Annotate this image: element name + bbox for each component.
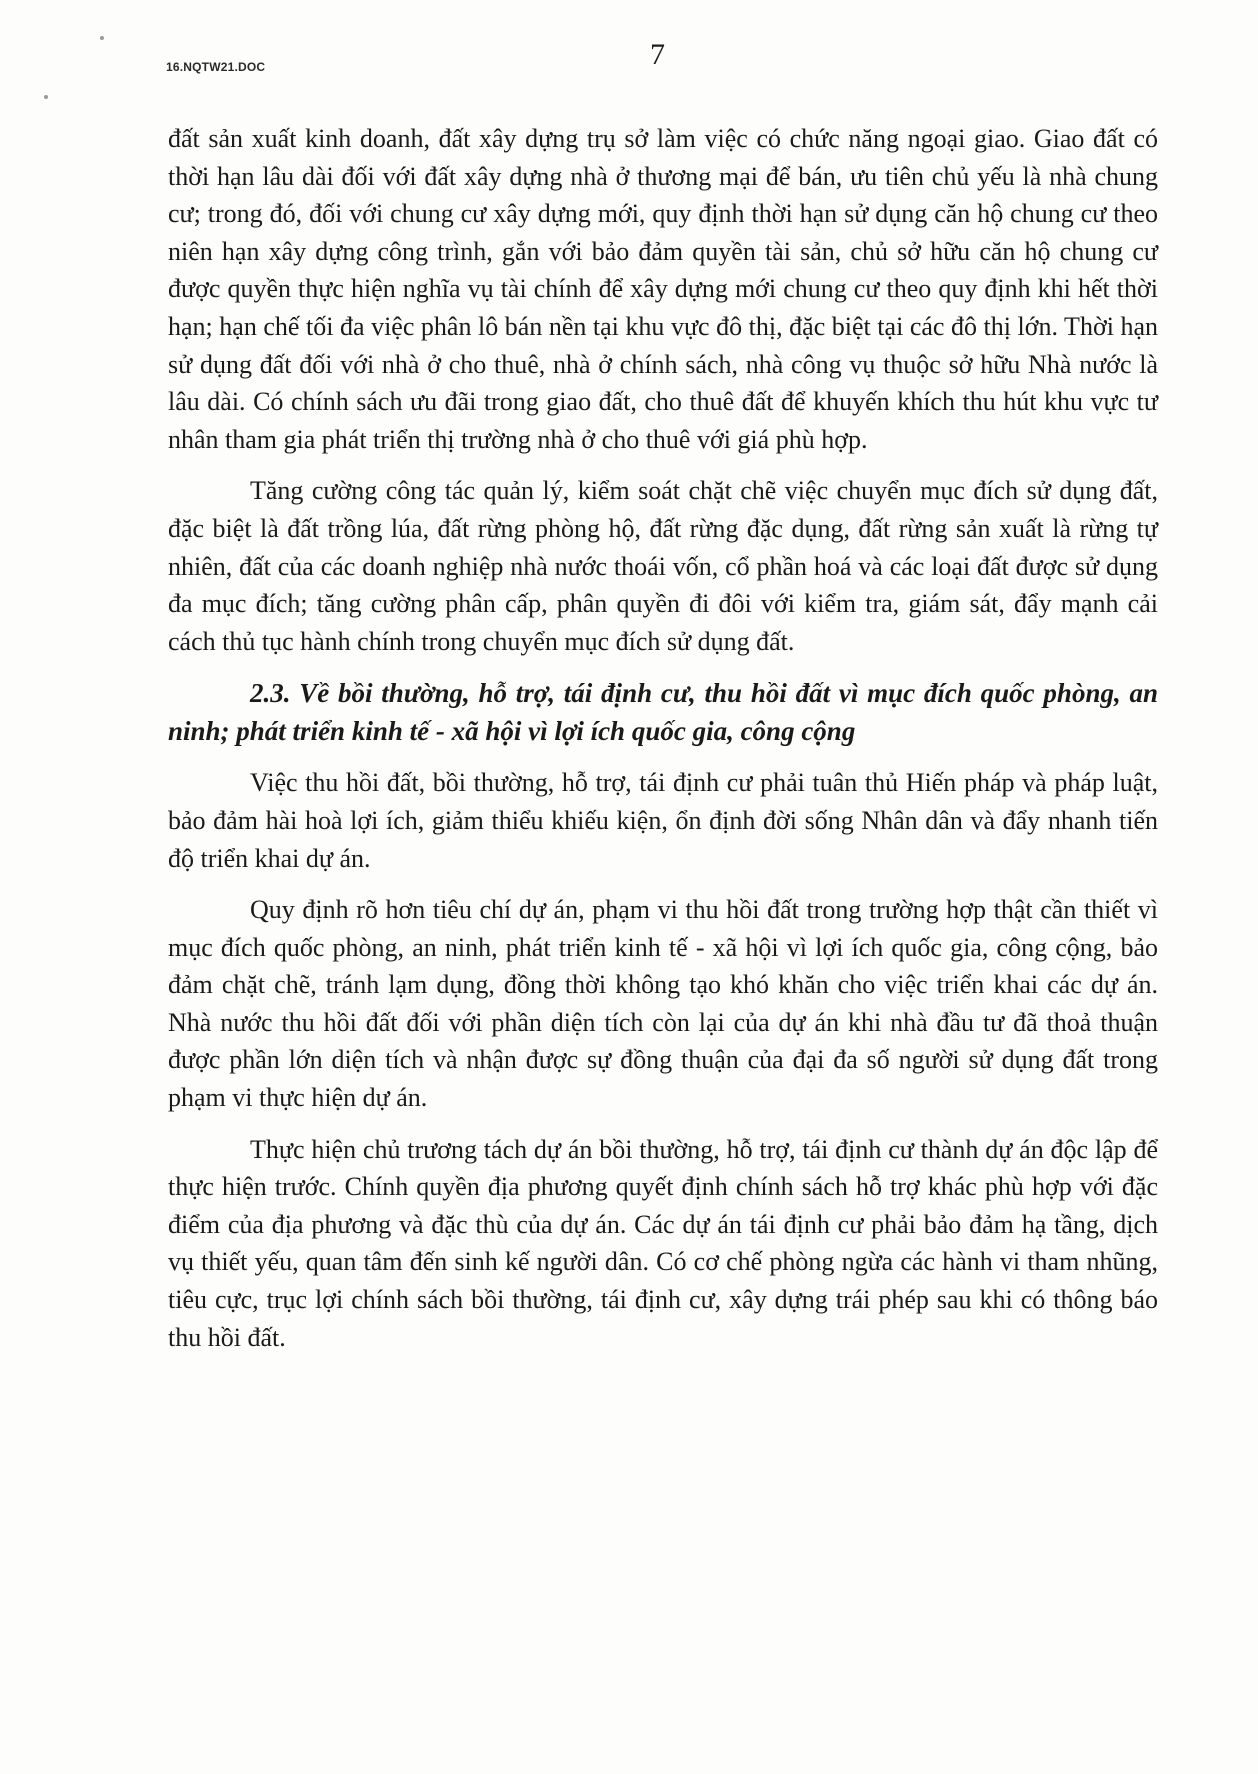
scan-speck [44, 95, 48, 99]
document-body [168, 120, 1158, 1356]
section-heading: 2.3. Về bồi thường, hỗ trợ, tái định cư, thu hồi đất vì mục đích quốc phòng, an ninh; phát triển kinh tế - xã hội vì lợi ích quốc gia, công cộng [168, 678, 1158, 747]
page-number: 7 [650, 38, 665, 71]
paragraph-continued: đất sản xuất kinh doanh, đất xây dựng trụ sở làm việc có chức năng ngoại giao. Giao đất có thời hạn lâu dài đối với đất xây dựng nhà ở thương mại để bán, ưu tiên chủ yếu là nhà chung cư; trong đó, đối với chung cư xây dựng mới, quy định thời hạn sử dụng căn hộ chung cư theo niên hạn xây dựng công trình, gắn với bảo đảm quyền tài sản, chủ sở hữu căn hộ chung cư được quyền thực hiện nghĩa vụ tài chính để xây dựng mới chung cư theo quy định khi hết thời hạn; hạn chế tối đa việc phân lô bán nền tại khu vực đô thị, đặc biệt tại các đô thị lớn. Thời hạn sử dụng đất đối với nhà ở cho thuê, nhà ở chính sách, nhà công vụ thuộc sở hữu Nhà nước là lâu dài. Có chính sách ưu đãi trong giao đất, cho thuê đất để khuyến khích thu hút khu vực tư nhân tham gia phát triển thị trường nhà ở cho thuê với giá phù hợp. [168, 124, 1158, 454]
file-label: 16.NQTW21.DOC [166, 60, 266, 74]
paragraph: Thực hiện chủ trương tách dự án bồi thường, hỗ trợ, tái định cư thành dự án độc lập để thực hiện trước. Chính quyền địa phương quyết định chính sách hỗ trợ khác phù hợp với đặc điểm của địa phương và đặc thù của dự án. Các dự án tái định cư phải bảo đảm hạ tầng, dịch vụ thiết yếu, quan tâm đến sinh kế người dân. Có cơ chế phòng ngừa các hành vi tham nhũng, tiêu cực, trục lợi chính sách bồi thường, tái định cư, xây dựng trái phép sau khi có thông báo thu hồi đất. [168, 1134, 1158, 1352]
paragraph: Quy định rõ hơn tiêu chí dự án, phạm vi thu hồi đất trong trường hợp thật cần thiết vì mục đích quốc phòng, an ninh, phát triển kinh tế - xã hội vì lợi ích quốc gia, công cộng, bảo đảm chặt chẽ, tránh lạm dụng, đồng thời không tạo khó khăn cho việc triển khai các dự án. Nhà nước thu hồi đất đối với phần diện tích còn lại của dự án khi nhà đầu tư đã thoả thuận được phần lớn diện tích và nhận được sự đồng thuận của đại đa số người sử dụng đất trong phạm vi thực hiện dự án. [168, 895, 1158, 1113]
paragraph: Tăng cường công tác quản lý, kiểm soát chặt chẽ việc chuyển mục đích sử dụng đất, đặc biệt là đất trồng lúa, đất rừng phòng hộ, đất rừng đặc dụng, đất rừng sản xuất là rừng tự nhiên, đất của các doanh nghiệp nhà nước thoái vốn, cổ phần hoá và các loại đất được sử dụng đa mục đích; tăng cường phân cấp, phân quyền đi đôi với kiểm tra, giám sát, đẩy mạnh cải cách thủ tục hành chính trong chuyển mục đích sử dụng đất. [168, 476, 1158, 656]
paragraph: Việc thu hồi đất, bồi thường, hỗ trợ, tái định cư phải tuân thủ Hiến pháp và pháp luật, bảo đảm hài hoà lợi ích, giảm thiểu khiếu kiện, ổn định đời sống Nhân dân và đẩy nhanh tiến độ triển khai dự án. [168, 768, 1158, 873]
scan-speck [100, 36, 104, 40]
